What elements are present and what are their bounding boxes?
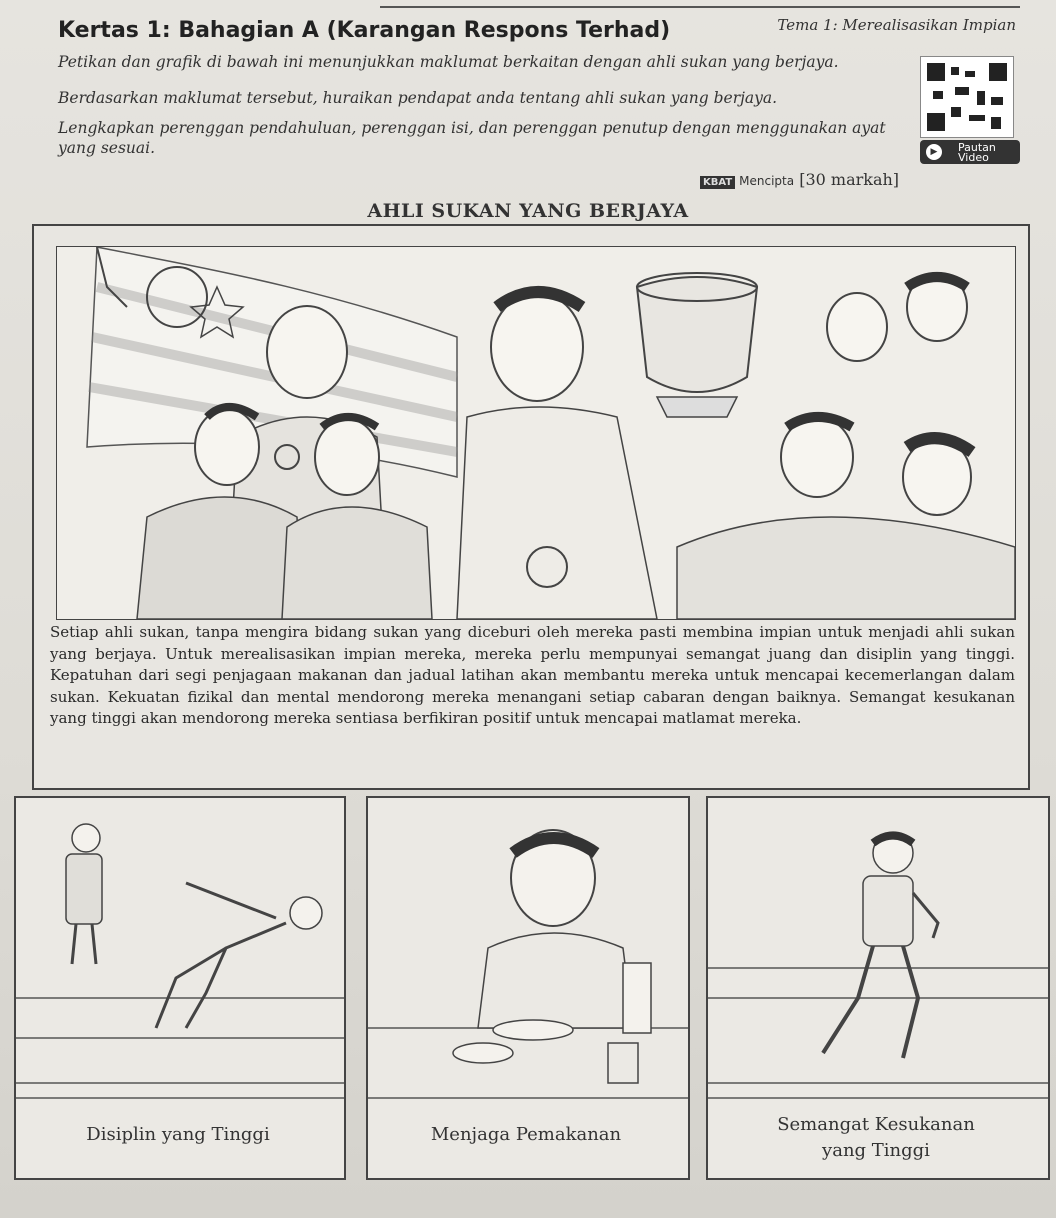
video-link-label-1: Pautan	[958, 141, 996, 154]
instruction-line-1: Petikan dan grafik di bawah ini menunjukkan maklumat berkaitan dengan ahli sukan yang berjaya.	[58, 53, 839, 71]
passage-text: Setiap ahli sukan, tanpa mengira bidang sukan yang diceburi oleh mereka pasti membina impian untuk menjadi ahli sukan yang berjaya. Untuk merealisasikan impian mereka, mereka perlu mempunyai semangat juang dan disiplin yang tinggi. Kepatuhan dari segi penjagaan makanan dan jadual latihan akan membantu mereka untuk mencapai kecemerlangan dalam sukan. Kekuatan fizikal dan mental mendorong mereka menangani setiap cabaran dengan baiknya. Semangat kesukanan yang tinggi akan mendorong mereka sentiasa berfikiran positif untuk mencapai matlamat mereka.	[50, 623, 1015, 727]
section-title: AHLI SUKAN YANG BERJAYA	[367, 200, 689, 222]
header-rule	[380, 6, 1020, 8]
panel-2-caption: Menjaga Pemakanan	[430, 1124, 622, 1145]
instruction-line-3: Lengkapkan perenggan pendahuluan, perenggan isi, dan perenggan penutup dengan menggunakan ayat	[58, 119, 886, 137]
qr-code-icon[interactable]	[920, 56, 1014, 138]
instruction-line-2: Berdasarkan maklumat tersebut, huraikan pendapat anda tentang ahli sukan yang berjaya.	[58, 89, 778, 107]
marks-info	[700, 170, 899, 189]
athletes-celebration-illustration	[56, 246, 1016, 620]
instruction-line-4: yang sesuai.	[58, 139, 156, 157]
kbat-badge: KBAT	[700, 176, 735, 189]
theme-label: Tema 1: Merealisasikan Impian	[777, 16, 1016, 34]
panel-1-caption: Disiplin yang Tinggi	[86, 1124, 270, 1145]
skill-label: Mencipta	[739, 174, 795, 188]
page-title: Kertas 1: Bahagian A (Karangan Respons Terhad)	[58, 18, 671, 43]
panel-3-caption-line-1: Semangat Kesukanan	[777, 1114, 975, 1135]
play-icon: ▶	[926, 144, 942, 160]
video-link-label-2: Video	[958, 151, 989, 164]
video-link-button[interactable]	[920, 140, 1020, 164]
panel-3-caption-line-2: yang Tinggi	[822, 1140, 930, 1161]
panel-discipline	[14, 796, 346, 1180]
marks-value: [30 markah]	[799, 170, 900, 189]
panel-nutrition	[366, 796, 690, 1180]
